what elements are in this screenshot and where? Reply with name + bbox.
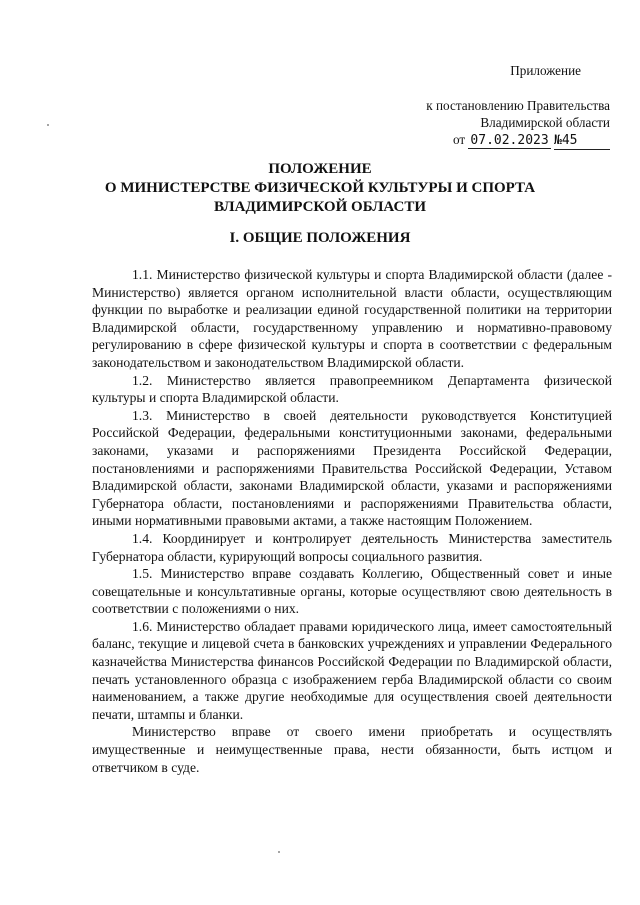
decree-header — [390, 62, 610, 150]
paragraph-1-5: 1.5. Министерство вправе создавать Коллегию, Общественный совет и иные совещательные и консультативные органы, которые осуществляют свою деятельность в соответствии с положениями о них. — [92, 566, 612, 617]
title-line1: ПОЛОЖЕНИЕ — [268, 161, 372, 177]
document-title — [0, 160, 640, 217]
scan-speck — [47, 124, 49, 126]
date-prefix: от — [452, 132, 466, 147]
decree-date-line — [390, 131, 610, 150]
paragraph-1-6: 1.6. Министерство обладает правами юридического лица, имеет самостоятельный баланс, текущие и лицевой счета в банковских учреждениях и управлении Федерального казначейства Министерства финансов Российской Федерации по Владимирской области, печать установленного образца с изображением герба Владимирской области со своим наименованием, а также другие необходимые для осуществления своей деятельности печати, штампы и бланки. — [92, 618, 612, 722]
title-line2: О МИНИСТЕРСТВЕ ФИЗИЧЕСКОЙ КУЛЬТУРЫ И СПОРТА — [104, 180, 536, 196]
paragraph-1-2: 1.2. Министерство является правопреемником Департамента физической культуры и спорта Владимирской области. — [92, 372, 612, 406]
paragraph-1-1: 1.1. Министерство физической культуры и спорта Владимирской области (далее - Министерство) является органом исполнительной власти области, осуществляющим функции по выработке и реализации единой государственной политики на территории Владимирской области, государственному управлению и нормативно-правовому регулированию в сфере физической культуры и спорта в соответствии с федеральным законодательством и законодательством Владимирской области. — [92, 267, 612, 370]
title-line3: ВЛАДИМИРСКОЙ ОБЛАСТИ — [214, 199, 426, 215]
paragraph-rights: Министерство вправе от своего имени приобретать и осуществлять имущественные и неимущественные права, нести обязанности, быть истцом и ответчиком в суде. — [92, 724, 612, 775]
number-prefix: № — [554, 133, 562, 148]
section-heading: I. ОБЩИЕ ПОЛОЖЕНИЯ — [229, 230, 411, 246]
paragraph-1-3: 1.3. Министерство в своей деятельности руководствуется Конституцией Российской Федерации, федеральными конституционными законами, федеральными законами, указами и распоряжениями Президента Российской Федерации, постановлениями и распоряжениями Правительства Российской Федерации, Уставом Владимирской области, законами Владимирской области, указами и распоряжениями Губернатора области, постановлениями и распоряжениями Правительства области, иными нормативными правовыми актами, а также настоящим Положением. — [92, 407, 612, 529]
paragraph-1-4: 1.4. Координирует и контролирует деятельность Министерства заместитель Губернатора области, курирующий вопросы социального развития. — [92, 530, 612, 564]
decree-number-field — [554, 132, 610, 150]
decree-date: 07.02.2023 — [470, 133, 549, 148]
decree-number: 45 — [561, 133, 578, 148]
appendix-label: Приложение — [510, 63, 581, 78]
scan-speck — [278, 851, 280, 853]
decree-reference-line1: к постановлению Правительства — [426, 98, 610, 113]
document-body — [92, 266, 612, 776]
decree-reference-line2: Владимирской области — [480, 115, 610, 130]
